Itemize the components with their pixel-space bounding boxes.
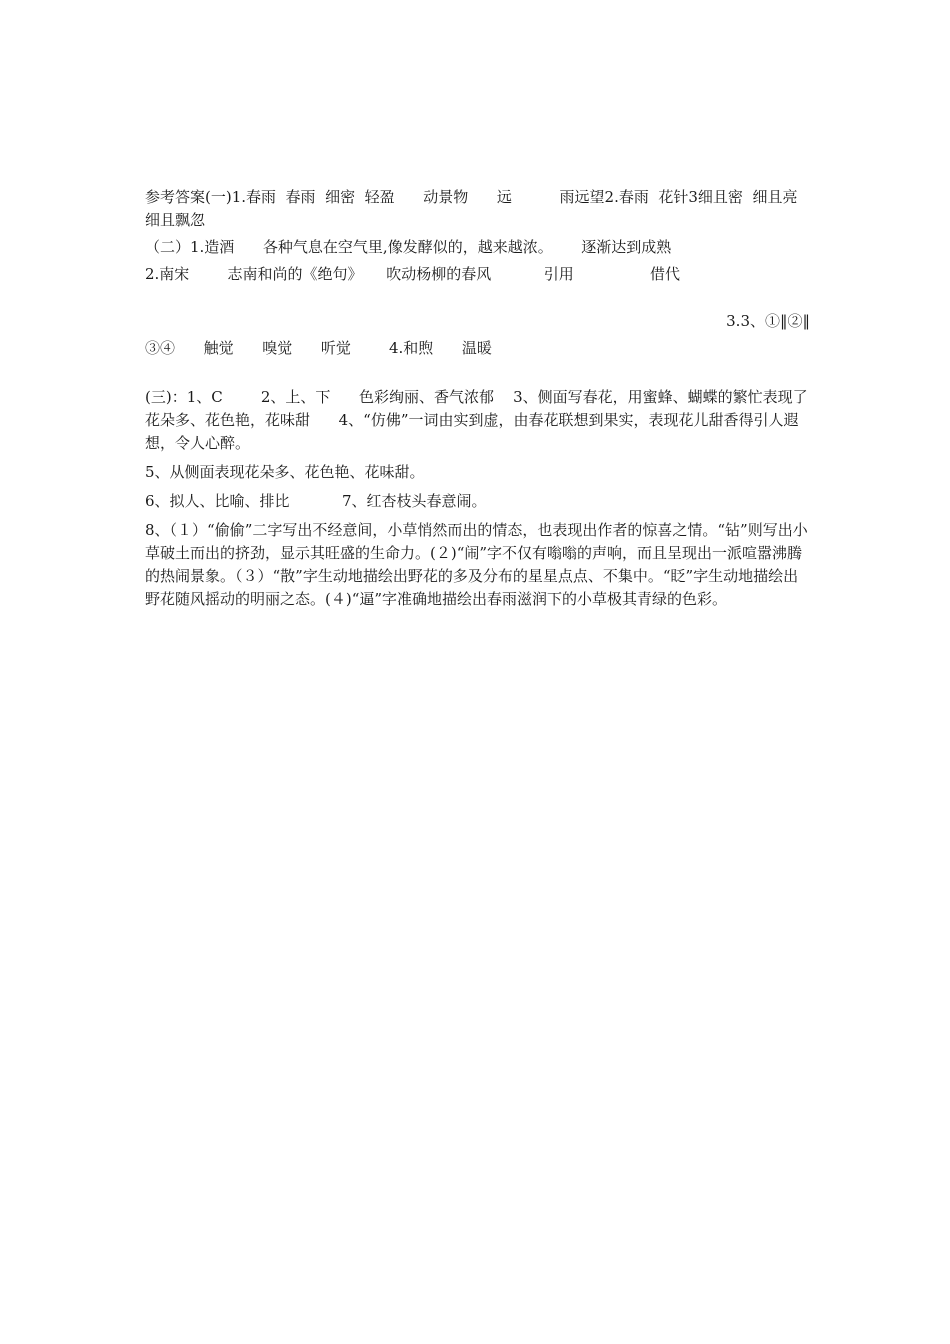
answer-item-8: 8、（１）“偷偷”二字写出不经意间，小草悄然而出的情态，也表现出作者的惊喜之情。“钻”则写出小草破土而出的挤劲，显示其旺盛的生命力。(２)“闹”字不仅有嗡嗡的声响，而且呈现出一派喧嚣沸腾的热闹景象。（３）“散”字生动地描绘出野花的多及分布的星星点点、不集中。“眨”字生动地描绘出野花随风摇动的明丽之态。(４)“逼”字准确地描绘出春雨滋润下的小草极其青绿的色彩。	[145, 521, 808, 608]
answer-section-2-line-3: 3.3、①‖②‖	[726, 312, 810, 330]
answer-section-2-line-2: 2.南宋 志南和尚的《绝句》 吹动杨柳的春风 引用 借代	[145, 265, 681, 283]
answer-item-6: 6、拟人、比喻、排比 7、红杏枝头春意闹。	[145, 492, 487, 510]
answer-section-3: (三)：1、C 2、上、下 色彩绚丽、香气浓郁 3、侧面写春花，用蜜蜂、蝴蝶的繁忙表现了花朵多、花色艳，花味甜 4、“仿佛”一词由实到虚，由春花联想到果实，表现花儿甜香得引人遐想，令人心醉。	[145, 388, 808, 452]
spacer	[145, 360, 810, 386]
answer-section-2-line-1: （二）1.造酒 各种气息在空气里,像发酵似的，越来越浓。 逐渐达到成熟	[145, 238, 672, 256]
answer-section-1: 参考答案(一)1.春雨 春雨 细密 轻盈 动景物 远 雨远望2.春雨 花针3细且密 细且亮 细且飘忽	[145, 188, 807, 229]
answer-section-2-line-4: ③④ 触觉 嗅觉 听觉 4.和煦 温暖	[145, 339, 492, 357]
answer-key-content	[145, 186, 810, 611]
answer-item-5: 5、从侧面表现花朵多、花色艳、花味甜。	[145, 463, 425, 481]
spacer	[145, 286, 810, 310]
